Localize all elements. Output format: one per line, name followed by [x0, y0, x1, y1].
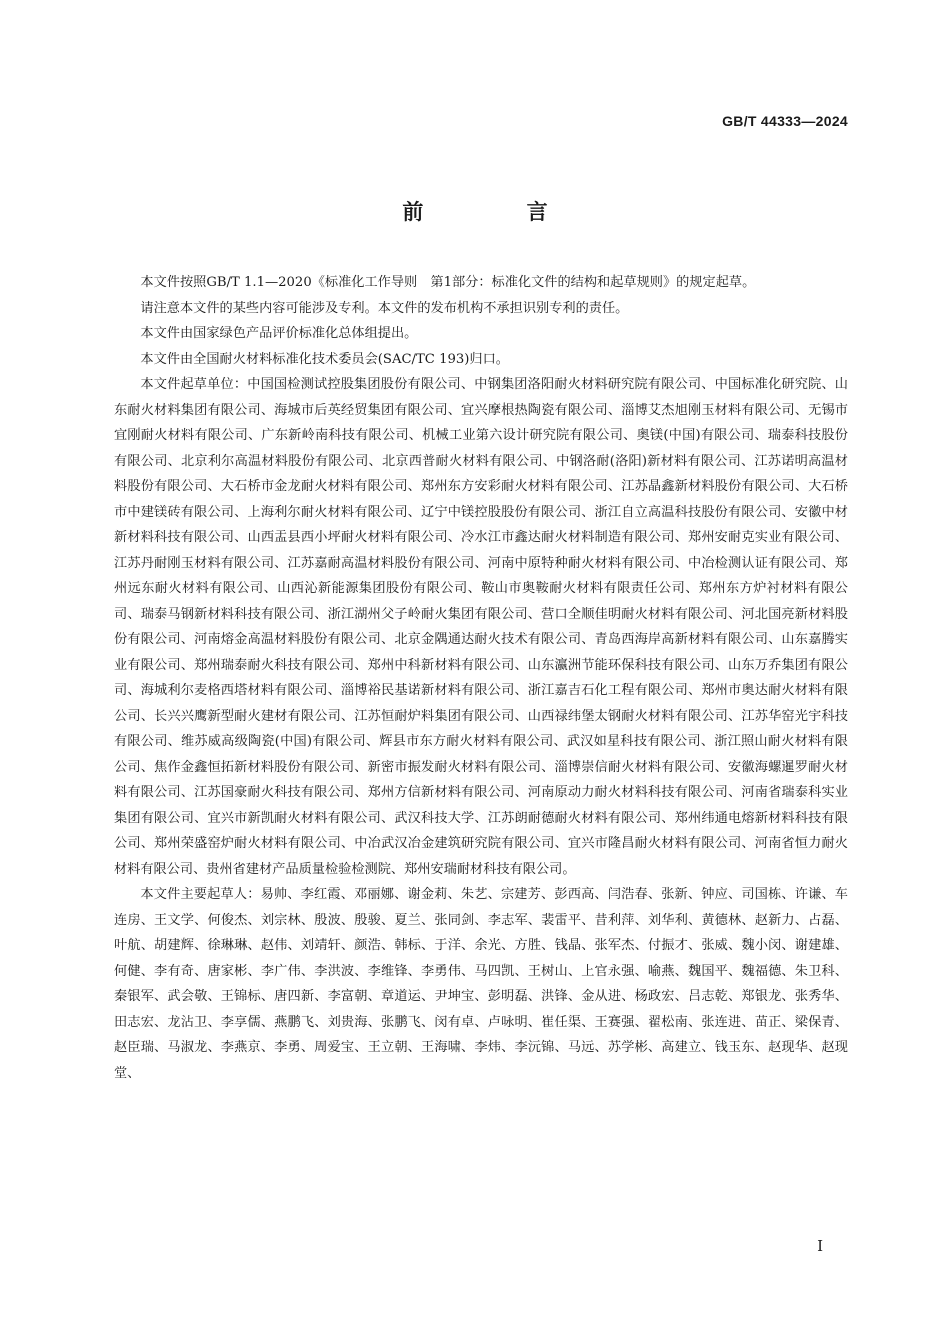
paragraph-main-drafters: 本文件主要起草人：易帅、李红霞、邓丽娜、谢金莉、朱艺、宗建芳、彭西高、闫浩春、张新、钟应、司国栋、许谦、车连房、王文学、何俊杰、刘宗林、殷波、殷骏、夏兰、张同剑、李志军、裴雷平、昔利萍、刘华利、黄德林、赵新力、占磊、叶航、胡建辉、徐琳琳、赵伟、刘靖轩、颜浩、韩标、于洋、余光、方胜、钱晶、张军杰、付振才、张威、魏小闵、谢建雄、何健、李有奇、唐家彬、李广伟、李洪波、李维锋、李勇伟、马四凯、王树山、上官永强、喻燕、魏国平、魏福德、朱卫科、秦银军、武会敬、王锦标、唐四新、李富朝、章道运、尹坤宝、彭明磊、洪锋、金从进、杨政宏、吕志乾、郑银龙、张秀华、田志宏、龙沾卫、李享儒、燕鹏飞、刘贵海、张鹏飞、闵有卓、卢咏明、崔任渠、王赛强、翟松南、张连进、苗正、梁保青、赵臣瑞、马淑龙、李燕京、李勇、周爱宝、王立朝、王海啸、李炜、李沅锦、马远、苏学彬、高建立、钱玉东、赵现华、赵现堂、 [114, 887, 848, 1081]
page-number: I [817, 1237, 823, 1255]
page-title: 前 言 [402, 200, 596, 224]
paragraph-proposed-by: 本文件由国家绿色产品评价标准化总体组提出。 [140, 326, 418, 341]
standard-code: GB/T 44333—2024 [722, 113, 848, 129]
paragraph-drafting-rules: 本文件按照GB/T 1.1—2020《标准化工作导则 第1部分：标准化文件的结构和起草规则》的规定起草。 [140, 275, 756, 290]
foreword-body [114, 270, 848, 1086]
paragraph-administered-by: 本文件由全国耐火材料标准化技术委员会(SAC/TC 193)归口。 [140, 351, 509, 367]
paragraph-patent-notice: 请注意本文件的某些内容可能涉及专利。本文件的发布机构不承担识别专利的责任。 [140, 300, 629, 316]
paragraph-drafting-organizations: 本文件起草单位：中国国检测试控股集团股份有限公司、中钢集团洛阳耐火材料研究院有限公司、中国标准化研究院、山东耐火材料集团有限公司、海城市后英经贸集团有限公司、宜兴摩根热陶瓷有限公司、淄博艾杰旭刚玉材料有限公司、无锡市宜刚耐火材料有限公司、广东新岭南科技有限公司、机械工业第六设计研究院有限公司、奥镁(中国)有限公司、瑞泰科技股份有限公司、北京利尔高温材料股份有限公司、北京西普耐火材料有限公司、中钢洛耐(洛阳)新材料有限公司、江苏诺明高温材料股份有限公司、大石桥市金龙耐火材料有限公司、郑州东方安彩耐火材料有限公司、江苏晶鑫新材料股份有限公司、大石桥市中建镁砖有限公司、上海利尔耐火材料有限公司、辽宁中镁控股股份有限公司、浙江自立高温科技股份有限公司、安徽中材新材料科技有限公司、山西盂县西小坪耐火材料有限公司、冷水江市鑫达耐火材料制造有限公司、郑州安耐克实业有限公司、江苏丹耐刚玉材料有限公司、江苏嘉耐高温材料股份有限公司、河南中原特种耐火材料有限公司、中冶检测认证有限公司、郑州远东耐火材料有限公司、山西沁新能源集团股份有限公司、鞍山市奥鞍耐火材料有限责任公司、郑州东方炉衬材料有限公司、瑞泰马钢新材料科技有限公司、浙江湖州父子岭耐火集团有限公司、营口全顺佳明耐火材料有限公司、河北国亮新材料股份有限公司、河南熔金高温材料股份有限公司、北京金隅通达耐火技术有限公司、青岛西海岸高新材料有限公司、山东嘉腾实业有限公司、郑州瑞泰耐火科技有限公司、郑州中科新材料有限公司、山东瀛洲节能环保科技有限公司、山东万乔集团有限公司、海城利尔麦格西塔材料有限公司、淄博裕民基诺新材料有限公司、浙江嘉吉石化工程有限公司、郑州市奥达耐火材料有限公司、长兴兴鹰新型耐火建材有限公司、江苏恒耐炉料集团有限公司、山西禄纬堡太钢耐火材料有限公司、江苏华窑光宇科技有限公司、维苏威高级陶瓷(中国)有限公司、辉县市东方耐火材料有限公司、武汉如星科技有限公司、浙江照山耐火材料有限公司、焦作金鑫恒拓新材料股份有限公司、新密市振发耐火材料有限公司、淄博崇信耐火材料有限公司、安徽海螺暹罗耐火材料有限公司、江苏国豪耐火科技有限公司、郑州方信新材料有限公司、河南原动力耐火材料科技有限公司、河南省瑞泰科实业集团有限公司、宜兴市新凯耐火材料有限公司、武汉科技大学、江苏朗耐德耐火材料有限公司、郑州纬通电熔新材料科技有限公司、郑州荣盛窑炉耐火材料有限公司、中冶武汉冶金建筑研究院有限公司、宜兴市隆昌耐火材料有限公司、河南省恒力耐火材料有限公司、贵州省建材产品质量检验检测院、郑州安瑞耐材科技有限公司。 [114, 377, 848, 877]
